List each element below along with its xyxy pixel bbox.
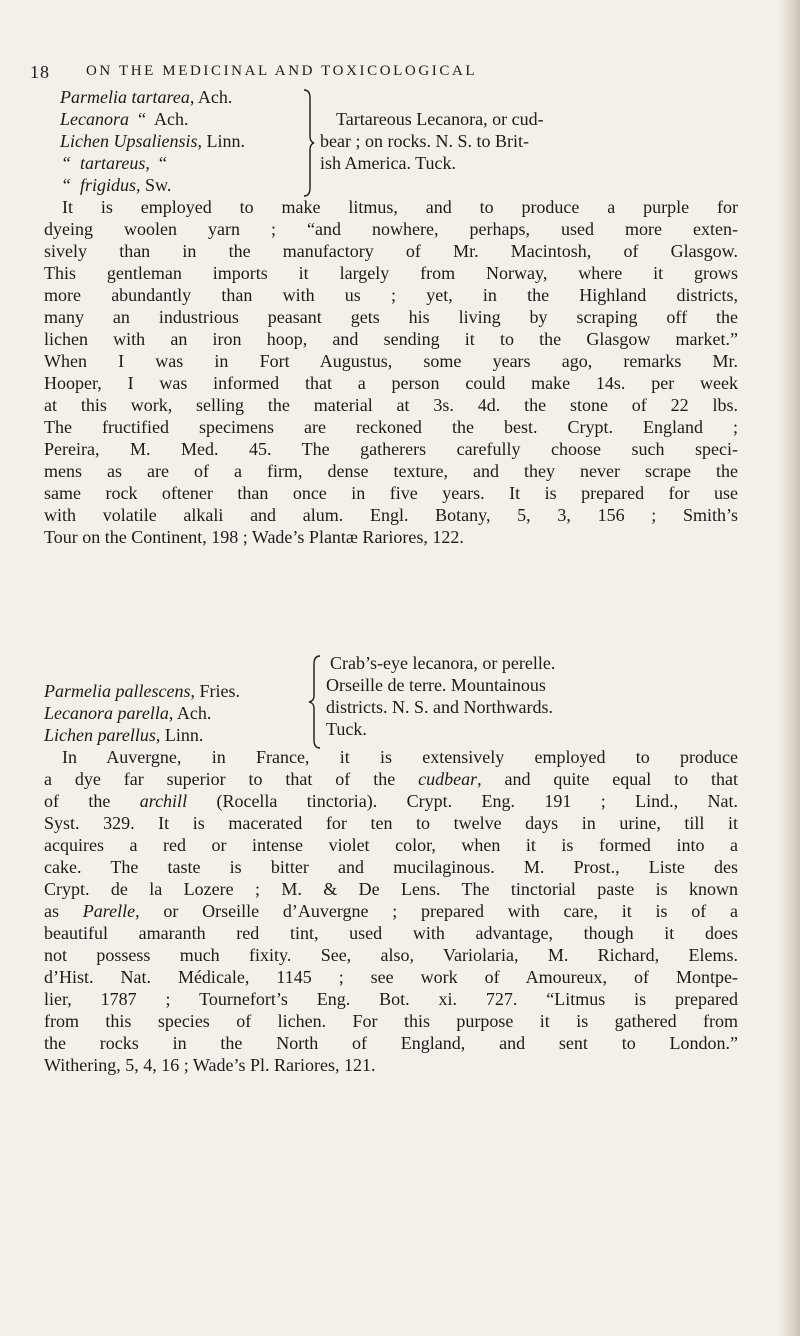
synonym-line: Lecanora “ Ach. bbox=[60, 109, 189, 129]
synonym-line: Parmelia tartarea, Ach. bbox=[60, 87, 233, 107]
synonym-line: Lichen Upsaliensis, Linn. bbox=[60, 131, 245, 151]
entry2-synonyms bbox=[44, 680, 240, 746]
synonym-line: “ frigidus, Sw. bbox=[61, 175, 172, 195]
entry2-paragraph: In Auvergne, in France, it is extensively employed to produce a dye far superior to that of the cudbear, and quite equal to that of the archill (Rocella tinctoria). Crypt. Eng. 191 ; Lind., Nat. Syst. 329. It is macerated for ten to twelve days in urine, till it acquires a red or intense violet color, when it is formed into a cake. The taste is bitter and mucilaginous. M. Prost., Liste des Crypt. de la Lozere ; M. & De Lens. The tinctorial paste is known as Parelle, or Orseille d’Auvergne ; prepared with care, it is of a beautiful amaranth red tint, used with advantage, though it does not possess much fixity. See, also, Variolaria, M. Richard, Elems. d’Hist. Nat. Médicale, 1145 ; see work of Amoureux, of Montpe- lier, 1787 ; Tournefort’s Eng. Bot. xi. 727. “Litmus is prepared from this species of lichen. For this purpose it is gathered from the rocks in the North of England, and sent to London.” Withering, 5, 4, 16 ; Wade’s Pl. Rariores, 121. bbox=[44, 747, 739, 1075]
page-number: 18 bbox=[30, 62, 50, 82]
entry1-brace-icon bbox=[300, 88, 316, 198]
synonym-line: Lichen parellus, Linn. bbox=[44, 725, 204, 745]
term-parelle: Parelle bbox=[82, 901, 136, 921]
entry1-description: Tartareous Lecanora, or cud- bear ; on rocks. N. S. to Brit- ish America. Tuck. bbox=[320, 109, 544, 173]
term-cudbear: cudbear bbox=[418, 769, 478, 789]
running-title: ON THE MEDICINAL AND TOXICOLOGICAL bbox=[86, 63, 478, 79]
entry1-synonyms bbox=[60, 86, 245, 196]
entry2-description: Crab’s-eye lecanora, or perelle. Orseille de terre. Mountainous districts. N. S. and Northwards. Tuck. bbox=[326, 653, 556, 739]
term-archill: archill bbox=[139, 791, 188, 811]
synonym-line: Parmelia pallescens, Fries. bbox=[44, 681, 240, 701]
entry1-paragraph: It is employed to make litmus, and to produce a purple for dyeing woolen yarn ; “and nowhere, perhaps, used more exten- sively than in the manufactory of Mr. Macintosh, of Glasgow. This gentleman imports it largely from Norway, where it grows more abundantly than with us ; yet, in the Highland districts, many an industrious peasant gets his living by scraping off the lichen with an iron hoop, and sending it to the Glasgow market.” When I was in Fort Augustus, some years ago, remarks Mr. Hooper, I was informed that a person could make 14s. per week at this work, selling the material at 3s. 4d. the stone of 22 lbs. The fructified specimens are reckoned the best. Crypt. England ; Pereira, M. Med. 45. The gatherers carefully choose such speci- mens as are of a firm, dense texture, and they never scrape the same rock oftener than once in five years. It is prepared for use with volatile alkali and alum. Engl. Botany, 5, 3, 156 ; Smith’s Tour on the Continent, 198 ; Wade’s Plantæ Rariores, 122. bbox=[44, 197, 738, 547]
page-spine-shadow bbox=[778, 0, 800, 1336]
page-header bbox=[30, 62, 770, 86]
synonym-line: Lecanora parella, Ach. bbox=[44, 703, 212, 723]
entry2-brace-icon bbox=[306, 654, 322, 750]
synonym-line: “ tartareus, “ bbox=[61, 153, 167, 173]
